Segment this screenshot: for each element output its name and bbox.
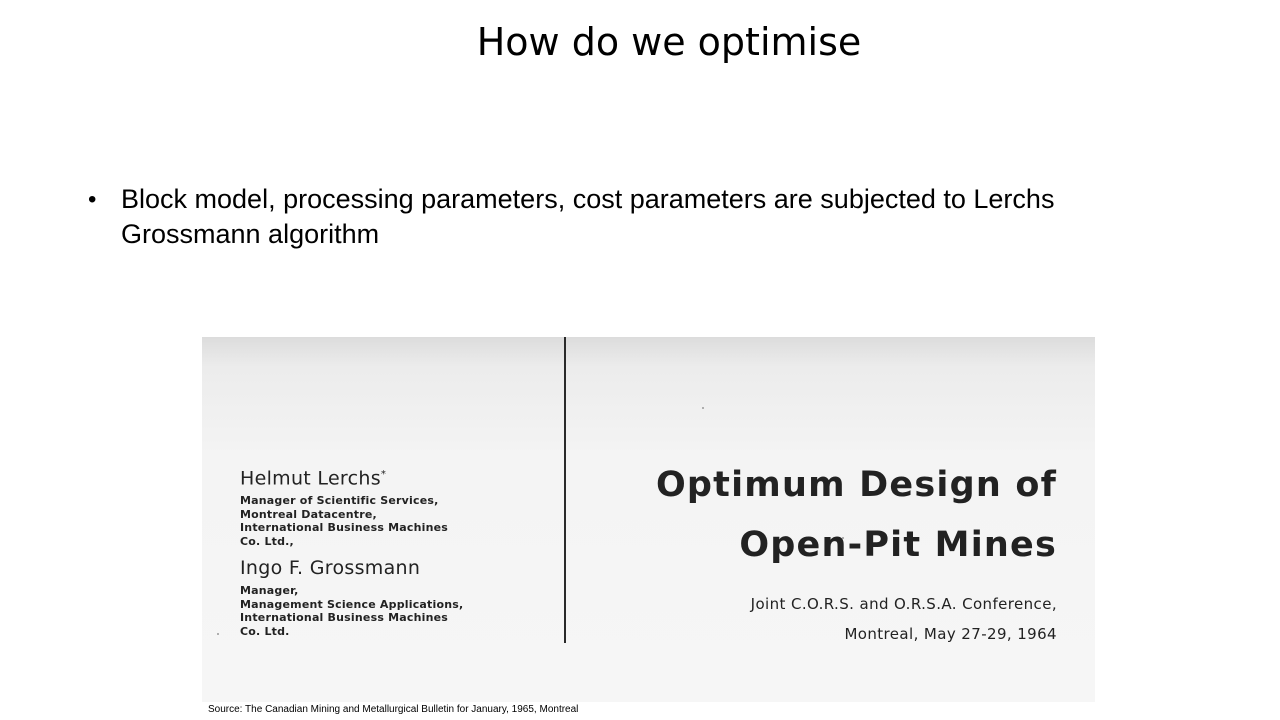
source-caption: Source: The Canadian Mining and Metallurgical Bulletin for January, 1965, Montreal (208, 704, 579, 715)
bullet-list (88, 182, 1148, 252)
author-affiliation: Manager, Management Science Applications, International Business Machines Co. Ltd. (240, 584, 464, 638)
conference-name: Joint C.O.R.S. and O.R.S.A. Conference, (750, 595, 1057, 613)
slide-title: How do we optimise (476, 20, 862, 64)
bullet-text: Block model, processing parameters, cost parameters are subjected to Lerchs Grossmann algorithm (121, 184, 1055, 249)
conference-location-date: Montreal, May 27-29, 1964 (844, 625, 1057, 643)
paper-title-block (656, 455, 1057, 649)
authors-block (240, 463, 560, 638)
author-name: Helmut Lerchs* (240, 467, 387, 490)
author-name: Ingo F. Grossmann (240, 557, 421, 580)
paper-title: Optimum Design of Open-Pit Mines (655, 465, 1057, 565)
bullet-item (88, 182, 1148, 252)
author-affiliation: Manager of Scientific Services, Montreal Datacentre, International Business Machines Co. Ltd., (240, 494, 449, 548)
column-divider (564, 337, 566, 643)
bullet-marker: • (88, 186, 97, 213)
author-lerchs (240, 463, 560, 548)
paper-header-image (202, 337, 1095, 702)
author-grossmann (240, 556, 560, 638)
